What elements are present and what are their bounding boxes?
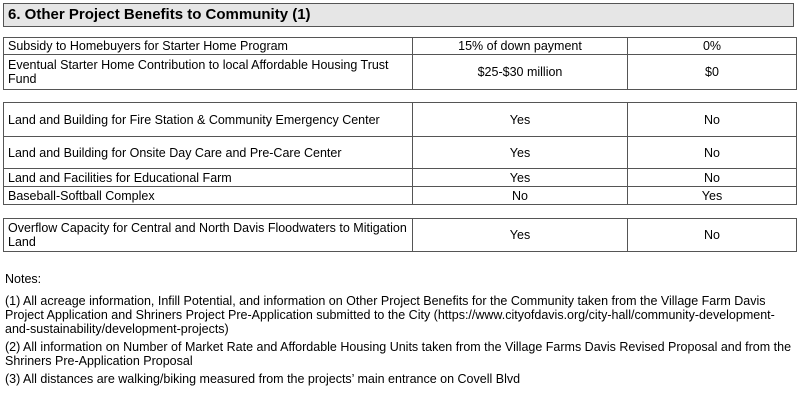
note-item: (2) All information on Number of Market Rate and Affordable Housing Units taken from the Village Farms Davis Revised Proposal and from the Shriners Pre-Application Proposal — [5, 340, 792, 368]
village-farm-value: Yes — [413, 103, 628, 137]
table-row — [4, 103, 797, 137]
note-item: (3) All distances are walking/biking measured from the projects’ main entrance on Covell Blvd — [5, 372, 521, 386]
benefits-table-flood — [3, 218, 797, 252]
table-row — [4, 137, 797, 169]
benefit-label: Overflow Capacity for Central and North Davis Floodwaters to Mitigation Land — [4, 219, 413, 252]
shriners-value: No — [628, 137, 797, 169]
benefit-label: Land and Building for Fire Station & Community Emergency Center — [4, 103, 413, 137]
table-row — [4, 38, 797, 55]
benefit-label: Land and Facilities for Educational Farm — [4, 169, 413, 187]
village-farm-value: 15% of down payment — [413, 38, 628, 55]
table-row — [4, 219, 797, 252]
table-row — [4, 187, 797, 205]
shriners-value: 0% — [628, 38, 797, 55]
notes-title: Notes: — [5, 272, 42, 286]
village-farm-value: Yes — [413, 169, 628, 187]
village-farm-value: Yes — [413, 219, 628, 252]
shriners-value: No — [628, 169, 797, 187]
benefit-label: Subsidy to Homebuyers for Starter Home Program — [4, 38, 413, 55]
shriners-value: No — [628, 103, 797, 137]
section-title: 6. Other Project Benefits to Community (1) — [3, 3, 794, 27]
benefits-table-facilities — [3, 102, 797, 205]
notes-section — [5, 272, 795, 390]
note-item: (1) All acreage information, Infill Potential, and information on Other Project Benefits for the Community taken from the Village Farm Davis Project Application and Shriners Project Pre-Application submitted to the City (https://www.cityofdavis.org/city-hall/community-development-and-sustainability/development-projects) — [5, 294, 775, 336]
benefits-table-housing — [3, 37, 797, 90]
table-row — [4, 55, 797, 90]
village-farm-value: No — [413, 187, 628, 205]
table-row — [4, 169, 797, 187]
shriners-value: Yes — [628, 187, 797, 205]
benefit-label: Baseball-Softball Complex — [4, 187, 413, 205]
benefit-label: Land and Building for Onsite Day Care and Pre-Care Center — [4, 137, 413, 169]
shriners-value: $0 — [628, 55, 797, 90]
shriners-value: No — [628, 219, 797, 252]
village-farm-value: $25-$30 million — [413, 55, 628, 90]
village-farm-value: Yes — [413, 137, 628, 169]
benefit-label: Eventual Starter Home Contribution to local Affordable Housing Trust Fund — [4, 55, 413, 90]
